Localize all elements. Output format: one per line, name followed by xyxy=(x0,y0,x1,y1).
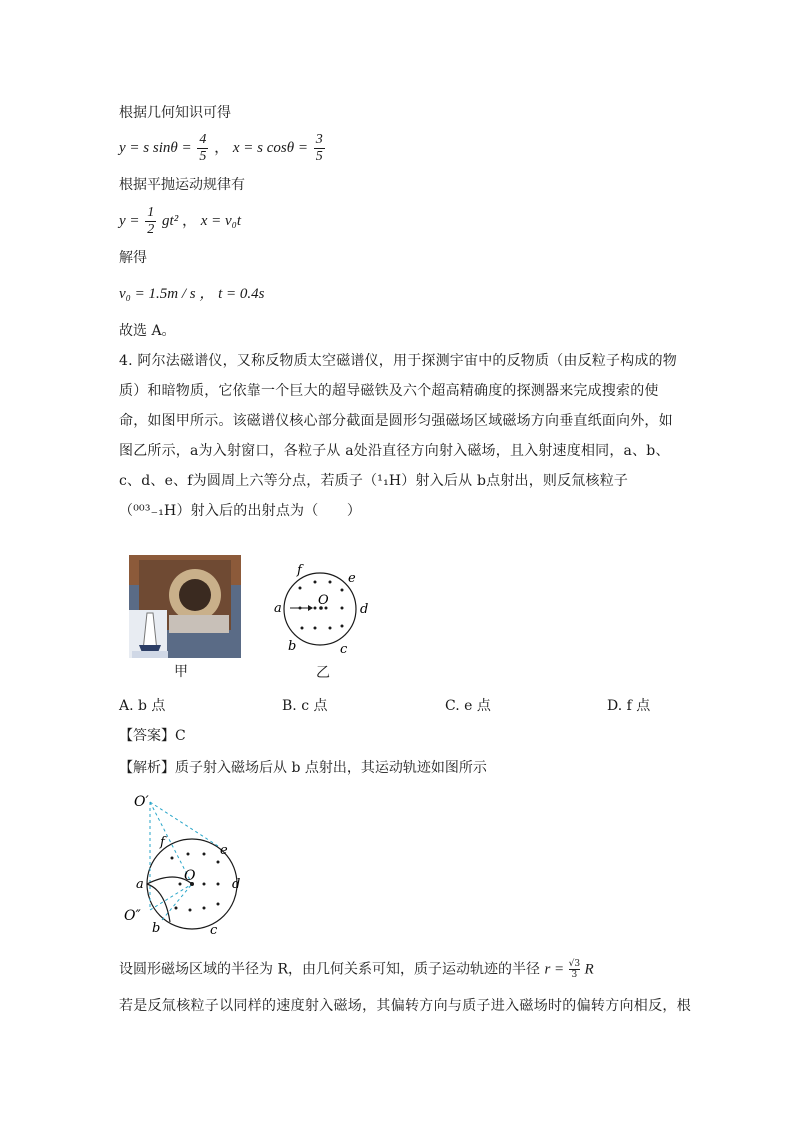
fraction-num: 1 xyxy=(147,205,155,220)
label-o: O xyxy=(318,593,329,608)
entry-arrowhead xyxy=(308,605,313,611)
caption-yi: 乙 xyxy=(316,665,330,681)
dashed-o2-o xyxy=(150,884,192,910)
label-o-prime: O′ xyxy=(134,794,149,810)
fraction-num: 3 xyxy=(315,132,323,147)
analysis-line xyxy=(119,758,487,778)
option-a[interactable]: A. b 点 xyxy=(119,698,166,714)
option-b[interactable]: B. c 点 xyxy=(282,698,328,714)
label-o-double-prime: O″ xyxy=(124,908,141,924)
caption-jia: 甲 xyxy=(174,664,188,680)
analysis-radius-text: 设圆形磁场区域的半径为 R，由几何关系可知，质子运动轨迹的半径 xyxy=(119,961,540,978)
answer-tag: 【答案】 xyxy=(119,728,175,744)
fraction-3-5 xyxy=(314,132,325,165)
trajectory-arc-down xyxy=(147,884,170,922)
fraction-num: 4 xyxy=(199,132,207,147)
text-projectile-law: 根据平抛运动规律有 xyxy=(119,177,245,193)
label-a-2: a xyxy=(136,877,144,892)
fraction-den: 5 xyxy=(199,149,207,164)
label-c-2: c xyxy=(210,923,218,938)
label-b-2: b xyxy=(152,921,161,936)
eq1-left: y = s sinθ = xyxy=(119,139,192,156)
equation-projectile xyxy=(119,205,241,238)
field-diagram xyxy=(268,560,378,660)
fraction-den: 5 xyxy=(315,149,323,164)
trajectory-diagram xyxy=(120,790,270,940)
ams-photo xyxy=(129,555,241,658)
fraction-4-5 xyxy=(197,132,208,165)
equation-y-x-sin-cos xyxy=(119,132,327,165)
equation-result: v₀ = 1.5m / s ， t = 0.4s xyxy=(119,286,265,302)
label-c: c xyxy=(340,642,348,657)
label-f-2: f xyxy=(160,835,165,850)
label-d: d xyxy=(360,602,369,617)
dashed-b-o xyxy=(162,884,192,920)
answer-value: C xyxy=(175,728,186,744)
label-o-center: O xyxy=(184,868,196,884)
label-f: f xyxy=(297,563,302,578)
text-choose-a: 故选 A。 xyxy=(119,323,176,339)
label-e-2: e xyxy=(220,843,228,858)
label-d-2: d xyxy=(232,877,241,892)
radius-formula-r: R xyxy=(584,961,594,978)
fraction-den: 2 xyxy=(147,222,155,237)
analysis-radius-line xyxy=(119,959,594,980)
answer-line xyxy=(119,726,186,746)
radius-den: 3 xyxy=(571,970,578,980)
eq2-left: y = xyxy=(119,212,140,229)
label-e: e xyxy=(348,571,356,586)
radius-num: √3 xyxy=(568,959,581,969)
analysis-tag: 【解析】 xyxy=(119,760,175,776)
analysis-antitriton-line: 若是反氚核粒子以同样的速度射入磁场，其偏转方向与质子进入磁场时的偏转方向相反，根 xyxy=(119,998,691,1014)
fraction-1-2 xyxy=(145,205,156,238)
option-d[interactable]: D. f 点 xyxy=(607,698,651,714)
text-solve: 解得 xyxy=(119,250,147,266)
option-c[interactable]: C. e 点 xyxy=(445,698,491,714)
eq2-right: x = v₀t xyxy=(200,212,242,229)
eq1-right: x = s cosθ = xyxy=(232,139,308,156)
eq2-sep: ， xyxy=(181,212,197,229)
text-geometry-knowledge: 根据几何知识可得 xyxy=(119,105,231,121)
question-4-text: 4. 阿尔法磁谱仪，又称反物质太空磁谱仪，用于探测宇宙中的反物质（由反粒子构成的物质）和暗物质，它依靠一个巨大的超导磁铁及六个超高精确度的探测器来完成搜索的使命，如图甲所示。该磁谱仪核心部分截面是圆形匀强磁场区域磁场方向垂直纸面向外，如图乙所示，a为入射窗口，各粒子从 a处沿直径方向射入磁场，且入射速度相同，a、b、c、d、e、f为圆周上六等分点，若质子（¹₁H）射入后从 b点射出，则反氚核粒子（⁰⁰³₋₁H）射入后的出射点为（ ） xyxy=(119,353,678,519)
eq1-sep: ， xyxy=(214,139,230,156)
label-b: b xyxy=(288,639,297,654)
radius-formula-lhs: r = xyxy=(544,961,565,978)
analysis-text: 质子射入磁场后从 b 点射出，其运动轨迹如图所示 xyxy=(175,760,487,776)
label-a: a xyxy=(274,601,282,616)
eq2-mid: gt² xyxy=(162,212,179,229)
radius-fraction xyxy=(569,959,580,980)
